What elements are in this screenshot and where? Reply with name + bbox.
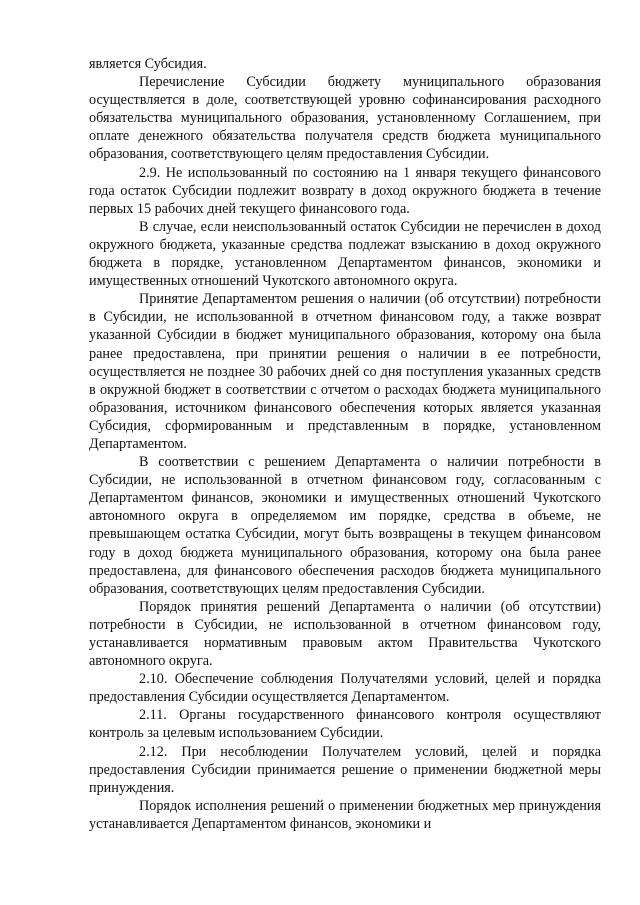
paragraph-subsidy-transfer: Перечисление Субсидии бюджету муниципального образования осуществляется в доле, соответствующей уровню софинансирования расходного обязательства муниципального образования, установленному Соглашением, при оплате денежного обязательства получателя средств бюджета муниципального образования, соответствующего целям предоставления Субсидии. bbox=[89, 74, 601, 163]
paragraph-2-9: 2.9. Не использованный по состоянию на 1 января текущего финансового года остаток Субсидии подлежит возврату в доход окружного бюджета в течение первых 15 рабочих дней текущего финансового года. bbox=[89, 164, 601, 217]
document-page bbox=[89, 55, 601, 833]
paragraph-2-11: 2.11. Органы государственного финансового контроля осуществляют контроль за целевым использованием Субсидии. bbox=[89, 707, 601, 742]
paragraph-2-12: 2.12. При несоблюдении Получателем условий, целей и порядка предоставления Субсидии принимается решение о применении бюджетной меры принуждения. bbox=[89, 743, 601, 796]
paragraph-continuation: является Субсидия. bbox=[89, 56, 207, 72]
paragraph-2-10: 2.10. Обеспечение соблюдения Получателями условий, целей и порядка предоставления Субсидии осуществляется Департаментом. bbox=[89, 671, 601, 706]
paragraph-unspent-balance: В случае, если неиспользованный остаток Субсидии не перечислен в доход окружного бюджета, указанные средства подлежат взысканию в доход окружного бюджета в порядке, установленном Департаментом финансов, экономики и имущественных отношений Чукотского автономного округа. bbox=[89, 218, 601, 290]
paragraph-need-decision: В соответствии с решением Департамента о наличии потребности в Субсидии, не использованной в отчетном финансовом году, согласованным с Департаментом финансов, экономики и имущественных отношений Чукотского автономного округа в определяемом им порядке, средства в объеме, не превышающем остатка Субсидии, могут быть возвращены в текущем финансовом году в доход бюджета муниципального образования, которому она была ранее предоставлена, для финансового обеспечения расходов бюджета муниципального образования, соответствующих целям предоставления Субсидии. bbox=[89, 454, 601, 597]
paragraph-decision-procedure: Порядок принятия решений Департамента о наличии (об отсутствии) потребности в Субсидии, не использованной в отчетном финансовом году, устанавливается нормативным правовым актом Правительства Чукотского автономного округа. bbox=[89, 598, 601, 670]
paragraph-enforcement-procedure: Порядок исполнения решений о применении бюджетных мер принуждения устанавливается Департаментом финансов, экономики и bbox=[89, 797, 601, 832]
paragraph-department-decision: Принятие Департаментом решения о наличии (об отсутствии) потребности в Субсидии, не использованной в отчетном финансовом году, а также возврат указанной Субсидии в бюджет муниципального образования, которому она была ранее предоставлена, при принятии решения о наличии в ее потребности, осуществляется не позднее 30 рабочих дней со дня поступления указанных средств в окружной бюджет в соответствии с отчетом о расходах бюджета муниципального образования, источником финансового обеспечения которых является указанная Субсидия, сформированным и представленным в порядке, установленном Департаментом. bbox=[89, 291, 601, 452]
